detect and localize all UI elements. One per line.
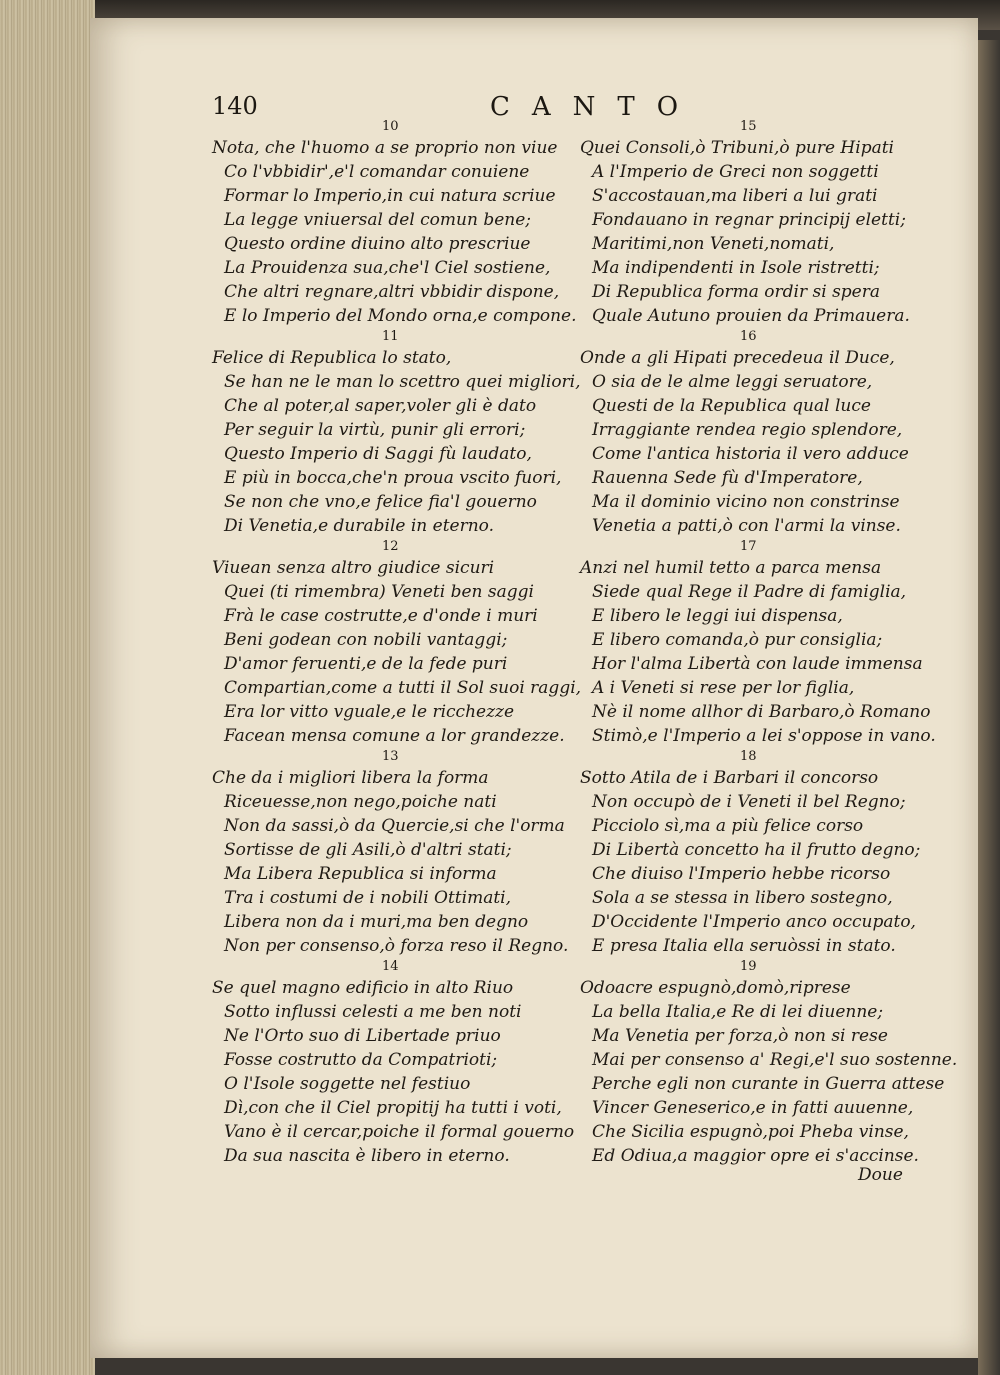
verse-line: Ma il dominio vicino non constrinse <box>592 492 900 512</box>
verse-line: Fondauano in regnar principij eletti; <box>592 210 906 230</box>
verse-line: Riceuesse,non nego,poiche nati <box>224 792 497 812</box>
verse-line: Se han ne le man lo scettro quei migliori, <box>224 372 581 392</box>
verse-line: Non occupò de i Veneti il bel Regno; <box>592 792 906 812</box>
verse-line: Quei Consoli,ò Tribuni,ò pure Hipati <box>580 138 894 158</box>
verse-line: Da sua nascita è libero in eterno. <box>224 1146 510 1166</box>
verse-line: Che al poter,al saper,voler gli è dato <box>224 396 537 416</box>
verse-line: Sola a se stessa in libero sostegno, <box>592 888 893 908</box>
verse-line: Quei (ti rimembra) Veneti ben saggi <box>224 582 534 602</box>
verse-line: Formar lo Imperio,in cui natura scriue <box>224 186 556 206</box>
verse-line: Sortisse de gli Asili,ò d'altri stati; <box>224 840 512 860</box>
stanza-number: 14 <box>382 959 399 974</box>
verse-line: Che altri regnare,altri vbbidir dispone, <box>224 282 560 302</box>
verse-line: La Prouidenza sua,che'l Ciel sostiene, <box>224 258 551 278</box>
verse-line: E lo Imperio del Mondo orna,e compone. <box>224 306 577 326</box>
verse-line: Ma Libera Republica si informa <box>224 864 497 884</box>
verse-line: Picciolo sì,ma a più felice corso <box>592 816 864 836</box>
stanza-number: 18 <box>740 749 757 764</box>
verse-line: Era lor vitto vguale,e le ricchezze <box>224 702 515 722</box>
verse-line: Per seguir la virtù, punir gli errori; <box>224 420 526 440</box>
verse-line: Vano è il cercar,poiche il formal gouerno <box>224 1122 575 1142</box>
verse-line: Frà le case costrutte,e d'onde i muri <box>224 606 538 626</box>
verse-line: Anzi nel humil tetto a parca mensa <box>580 558 882 578</box>
verse-line: Ed Odiua,a maggior opre ei s'accinse. <box>592 1146 919 1166</box>
verse-line: Che diuiso l'Imperio hebbe ricorso <box>592 864 891 884</box>
running-head: CANTO <box>490 92 701 122</box>
stanza-number: 17 <box>740 539 757 554</box>
verse-line: Onde a gli Hipati precedeua il Duce, <box>580 348 895 368</box>
verse-line: Beni godean con nobili vantaggi; <box>224 630 508 650</box>
stanza-number: 11 <box>382 329 399 344</box>
verse-line: Di Republica forma ordir si spera <box>592 282 880 302</box>
verse-line: Quale Autuno prouien da Primauera. <box>592 306 910 326</box>
verse-line: Mai per consenso a' Regi,e'l suo sostenne. <box>592 1050 958 1070</box>
left-column <box>212 118 582 1168</box>
verse-line: Odoacre espugnò,domò,riprese <box>580 978 851 998</box>
verse-line: La bella Italia,e Re di lei diuenne; <box>592 1002 884 1022</box>
verse-line: Questo ordine diuino alto prescriue <box>224 234 531 254</box>
verse-line: Hor l'alma Libertà con laude immensa <box>592 654 923 674</box>
stanza-number: 15 <box>740 119 757 134</box>
verse-line: Maritimi,non Veneti,nomati, <box>592 234 835 254</box>
verse-line: Di Libertà concetto ha il frutto degno; <box>592 840 921 860</box>
verse-line: Felice di Republica lo stato, <box>212 348 452 368</box>
verse-line: Ma Venetia per forza,ò non si rese <box>592 1026 888 1046</box>
verse-line: E libero le leggi iui dispensa, <box>592 606 843 626</box>
verse-line: Libera non da i muri,ma ben degno <box>224 912 529 932</box>
verse-line: Non da sassi,ò da Quercie,si che l'orma <box>224 816 565 836</box>
verse-line: Rauenna Sede fù d'Imperatore, <box>592 468 863 488</box>
verse-line: Ma indipendenti in Isole ristretti; <box>592 258 880 278</box>
verse-line: Non per consenso,ò forza reso il Regno. <box>224 936 569 956</box>
verse-line: Venetia a patti,ò con l'armi la vinse. <box>592 516 901 536</box>
verse-line: Sotto influssi celesti a me ben noti <box>224 1002 522 1022</box>
verse-line: E presa Italia ella seruòssi in stato. <box>592 936 896 956</box>
stanza-number: 12 <box>382 539 399 554</box>
verse-line: Se non che vno,e felice fia'l gouerno <box>224 492 537 512</box>
right-column <box>580 118 958 1168</box>
verse-line: A i Veneti si rese per lor figlia, <box>592 678 855 698</box>
verse-line: Fosse costrutto da Compatrioti; <box>224 1050 498 1070</box>
verse-line: Questo Imperio di Saggi fù laudato, <box>224 444 532 464</box>
verse-line: Come l'antica historia il vero adduce <box>592 444 909 464</box>
verse-line: La legge vniuersal del comun bene; <box>224 210 532 230</box>
verse-line: Stimò,e l'Imperio a lei s'oppose in vano. <box>592 726 936 746</box>
stanza-number: 16 <box>740 329 757 344</box>
page-number: 140 <box>212 92 258 120</box>
verse-line: Nota, che l'huomo a se proprio non viue <box>212 138 558 158</box>
catchword: Doue <box>858 1165 903 1185</box>
verse-line: Facean mensa comune a lor grandezze. <box>224 726 565 746</box>
verse-line: O sia de le alme leggi seruatore, <box>592 372 873 392</box>
verse-line: Perche egli non curante in Guerra attese <box>592 1074 945 1094</box>
stanza-number: 10 <box>382 119 399 134</box>
verse-line: Nè il nome allhor di Barbaro,ò Romano <box>592 702 931 722</box>
page-stack-edge <box>0 0 95 1375</box>
verse-line: Irraggiante rendea regio splendore, <box>592 420 903 440</box>
verse-line: D'amor feruenti,e de la fede puri <box>224 654 508 674</box>
verse-line: O l'Isole soggette nel festiuo <box>224 1074 471 1094</box>
verse-line: D'Occidente l'Imperio anco occupato, <box>592 912 916 932</box>
verse-line: E più in bocca,che'n proua vscito fuori, <box>224 468 562 488</box>
verse-line: Siede qual Rege il Padre di famiglia, <box>592 582 907 602</box>
verse-line: Che Sicilia espugnò,poi Pheba vinse, <box>592 1122 909 1142</box>
verse-line: Questi de la Republica qual luce <box>592 396 871 416</box>
verse-line: Di Venetia,e durabile in eterno. <box>224 516 494 536</box>
verse-line: Che da i migliori libera la forma <box>212 768 489 788</box>
verse-line: Compartian,come a tutti il Sol suoi raggi, <box>224 678 582 698</box>
stanza-number: 19 <box>740 959 757 974</box>
verse-line: Viuean senza altro giudice sicuri <box>212 558 495 578</box>
verse-line: Dì,con che il Ciel propitij ha tutti i voti, <box>224 1098 562 1118</box>
verse-line: Ne l'Orto suo di Libertade priuo <box>224 1026 501 1046</box>
verse-line: Se quel magno edificio in alto Riuo <box>212 978 514 998</box>
book-right-edge <box>978 40 1000 1375</box>
verse-line: Tra i costumi de i nobili Ottimati, <box>224 888 511 908</box>
verse-line: Sotto Atila de i Barbari il concorso <box>580 768 879 788</box>
verse-line: E libero comanda,ò pur consiglia; <box>592 630 883 650</box>
verse-line: S'accostauan,ma liberi a lui grati <box>592 186 878 206</box>
verse-line: Co l'vbbidir',e'l comandar conuiene <box>224 162 530 182</box>
verse-line: A l'Imperio de Greci non soggetti <box>592 162 879 182</box>
verse-line: Vincer Geneserico,e in fatti auuenne, <box>592 1098 914 1118</box>
stanza-number: 13 <box>382 749 399 764</box>
